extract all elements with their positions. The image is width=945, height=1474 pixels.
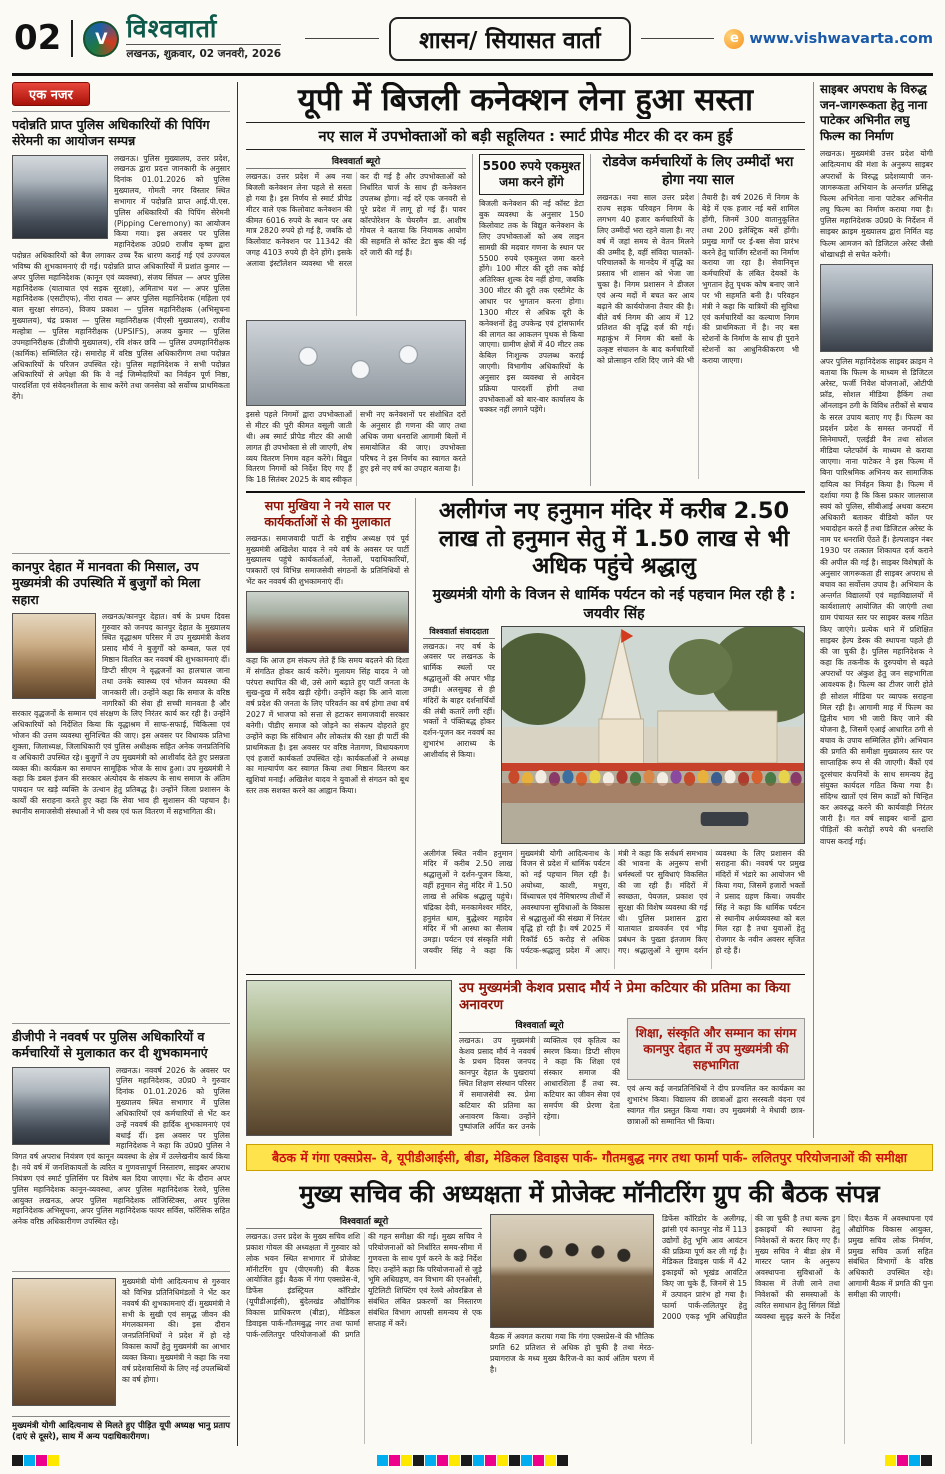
masthead-bar bbox=[12, 10, 933, 76]
hanuman-headline: अलीगंज नए हनुमान मंदिर में करीब 2.50 लाख तो हनुमान सेतु में 1.50 लाख से भी अधिक पहुंचे श्रद्धालु bbox=[438, 498, 790, 580]
center-column bbox=[246, 82, 805, 1138]
e-globe-icon: e bbox=[724, 29, 744, 49]
photo-cm-meeting bbox=[12, 1278, 116, 1406]
print-registration-marks bbox=[12, 1452, 933, 1468]
roadways-article bbox=[590, 154, 805, 486]
pmg-middle-column bbox=[490, 1214, 654, 1446]
roadways-headline: रोडवेज कर्मचारियों के लिए उम्मीदों भरा होगा नया साल bbox=[602, 154, 794, 188]
left-sidebar bbox=[12, 82, 238, 1446]
lead-columns bbox=[246, 154, 805, 486]
photo-statue-unveiling bbox=[246, 980, 452, 1136]
statue-body-column bbox=[459, 1018, 620, 1136]
pmg-body-left: लखनऊ। उत्तर प्रदेश के मुख्य सचिव शशि प्रकाश गोयल की अध्यक्षता में गुरुवार को लोक भवन स्थित सभागार में प्रोजेक्ट मॉनीटरिंग ग्रुप (पीएमजी) की बैठक आयोजित हुई। बैठक में गंगा एक्सप्रेस-वे, डिफेंस इंडस्ट्रियल कॉरिडोर (यूपीडीआईसी), बुंदेलखंड औद्योगिक विकास प्राधिकरण (बीडा), मेडिकल डिवाइस पार्क-गौतमबुद्ध नगर तथा फार्मा पार्क-ललितपुर परियोजनाओं की प्रगति की गहन समीक्षा की गई। मुख्य सचिव ने परियोजनाओं को निर्धारित समय-सीमा में गुणवत्ता के साथ पूर्ण करने के कड़े निर्देश दिए। उन्होंने कहा कि परियोजनाओं से जुड़े भूमि अधिग्रहण, वन विभाग की एनओसी, यूटिलिटी शिफ्टिंग एवं रेलवे ओवरब्रिज से संबंधित लंबित प्रकरणों का निस्तारण संबंधित विभाग आपसी समन्वय से एक सप्ताह में करें। bbox=[246, 1232, 482, 1339]
pmg-body-mid: बैठक में अवगत कराया गया कि गंगा एक्सप्रेस-वे की भौतिक प्रगति 62 प्रतिशत से अधिक हो चुकी है तथा मेरठ-प्रयागराज के मध्य मुख्य कैरिज-वे का कार्य अंतिम चरण में है। bbox=[490, 1332, 654, 1374]
statue-body-extra: एवं अन्य कई जनप्रतिनिधियों ने दीप प्रज्वलित कर कार्यक्रम का शुभारंभ किया। विद्यालय की छात्राओं द्वारा सरस्वती वंदना एवं स्वागत गीत प्रस्तुत किया गया। उप मुख्यमंत्री ने मेधावी छात्र-छात्राओं को सम्मानित भी किया। bbox=[627, 1084, 805, 1126]
temple-illustration bbox=[502, 627, 804, 843]
sidebar-article-pipping-ceremony bbox=[12, 111, 230, 553]
byline: विश्ववार्ता ब्यूरो bbox=[246, 154, 466, 169]
deposit-headline: 5500 रुपये एकमुश्त जमा करने होंगे bbox=[479, 154, 584, 195]
article-body: मुख्यमंत्री योगी आदित्यनाथ से गुरुवार को विभिन्न प्रतिनिधिमंडलों ने भेंट कर नववर्ष की शुभकामनाएं दीं। मुख्यमंत्री ने सभी के सुखी एवं समृद्ध जीवन की मंगलकामना की। इस दौरान जनप्रतिनिधियों ने प्रदेश में हो रहे विकास कार्यों हेतु मुख्यमंत्री का आभार व्यक्त किया। मुख्यमंत्री ने कहा कि नया वर्ष प्रदेशवासियों के लिए नई उपलब्धियों का वर्ष होगा। bbox=[122, 1277, 230, 1384]
hanuman-intro-body: लखनऊ। नए वर्ष के अवसर पर लखनऊ के धार्मिक स्थलों पर श्रद्धालुओं की अपार भीड़ उमड़ी। अलसुबह से ही मंदिरों के बाहर दर्शनार्थियों की लंबी कतारें लगी रहीं। भक्तों ने पंक्तिबद्ध होकर दर्शन-पूजन कर नववर्ष का शुभारंभ आराध्य के आशीर्वाद से किया। bbox=[423, 641, 495, 759]
pmg-section bbox=[246, 1138, 933, 1446]
sidebar-article-dgp-greetings bbox=[12, 1023, 230, 1271]
roadways-body: लखनऊ। नया साल उत्तर प्रदेश राज्य सड़क परिवहन निगम के लगभग 40 हजार कर्मचारियों के लिए उम्मीदों भरा रहने वाला है। नए वर्ष में जहां समय से वेतन मिलने की उम्मीद है, वहीं संविदा चालकों-परिचालकों के मानदेय में वृद्धि का प्रस्ताव भी शासन को भेजा जा चुका है। निगम प्रशासन ने डीजल एवं अन्य मदों में बचत कर आय बढ़ाने की कार्ययोजना तैयार की है। बीते वर्ष निगम की आय में 12 प्रतिशत की वृद्धि दर्ज की गई। महाकुंभ में निगम की बसों के उत्कृष्ट संचालन के बाद कर्मचारियों को प्रोत्साहन राशि दिए जाने की भी तैयारी है। वर्ष 2026 में निगम के बेड़े में एक हजार नई बसें शामिल होंगी, जिनमें 300 वातानुकूलित तथा 200 इलेक्ट्रिक बसें होंगी। प्रमुख मार्गों पर ई-बस सेवा प्रारंभ करने हेतु चार्जिंग स्टेशनों का निर्माण कराया जा रहा है। सेवानिवृत्त कर्मचारियों के लंबित देयकों के भुगतान हेतु पृथक कोष बनाए जाने पर भी सहमति बनी है। परिवहन मंत्री ने कहा कि यात्रियों की सुविधा एवं कर्मचारियों का कल्याण निगम की प्राथमिकता में है। नए बस स्टेशनों के निर्माण के साथ ही पुराने स्टेशनों का आधुनिकीकरण भी कराया जाएगा। bbox=[597, 193, 799, 365]
cyber-headline: साइबर अपराध के विरुद्ध जन-जागरूकता हेतु नाना पाटेकर अभिनीत लघु फिल्म का निर्माण bbox=[820, 82, 928, 143]
article-headline: डीजीपी ने नववर्ष पर पुलिस अधिकारियों व कर्मचारियों से मुलाकात कर दी शुभकामनाएं bbox=[12, 1029, 208, 1061]
dateline: लखनऊ, शुक्रवार, 02 जनवरी, 2026 bbox=[126, 44, 281, 61]
content-top bbox=[246, 82, 933, 1138]
photo-smart-meter bbox=[246, 320, 466, 406]
registration-marks-left bbox=[12, 1451, 60, 1470]
sidebar-article-kanpur-dehat bbox=[12, 553, 230, 1023]
pmg-left-column bbox=[246, 1214, 482, 1446]
pmg-body-right: डिफेंस कॉरिडोर के अलीगढ़, झांसी एवं कानपुर नोड में 113 उद्योगों हेतु भूमि आव आवंटन की प्रक्रिया पूर्ण कर ली गई है। मेडिकल डिवाइस पार्क में 42 इकाइयों को भूखंड आवंटित किए जा चुके हैं, जिनमें से 15 में उत्पादन प्रारंभ हो गया है। फार्मा पार्क-ललितपुर हेतु 2000 एकड़ भूमि अधिग्रहीत की जा चुकी है तथा बल्क ड्रग इकाइयों की स्थापना हेतु निवेशकों से करार किए गए हैं। मुख्य सचिव ने बीडा क्षेत्र में मास्टर प्लान के अनुरूप अवस्थापना सुविधाओं के विकास में तेजी लाने तथा निवेशकों की समस्याओं के त्वरित समाधान हेतु सिंगल विंडो व्यवस्था सुदृढ़ करने के निर्देश दिए। बैठक में अवस्थापना एवं औद्योगिक विकास आयुक्त, प्रमुख सचिव लोक निर्माण, प्रमुख सचिव ऊर्जा सहित संबंधित विभागों के वरिष्ठ अधिकारी उपस्थित रहे। आगामी बैठक में प्रगति की पुनः समीक्षा की जाएगी। bbox=[662, 1214, 933, 1321]
statue-headline: उप मुख्यमंत्री केशव प्रसाद मौर्य ने प्रेमा कटियार की प्रतिमा का किया अनावरण bbox=[459, 980, 791, 1014]
cyber-body-top: लखनऊ। मुख्यमंत्री उत्तर प्रदेश योगी आदित्यनाथ की मंशा के अनुरूप साइबर अपराधों के विरुद्ध प्रदेशव्यापी जन-जागरूकता अभियान के अन्तर्गत प्रसिद्ध फिल्म अभिनेता नाना पाटेकर अभिनीत लघु फिल्म का निर्माण कराया गया है। पुलिस महानिदेशक उ0प्र0 के निर्देशन में साइबर क्राइम मुख्यालय द्वारा निर्मित यह फिल्म आमजन को डिजिटल अरेस्ट जैसी धोखाधड़ी से सचेत करेगी। bbox=[820, 149, 933, 259]
lead-body-bottom: इससे पहले निगमों द्वारा उपभोक्ताओं से मीटर की पूरी कीमत वसूली जाती थी। अब स्मार्ट प्रीपेड मीटर की आधी लागत ही उपभोक्ता से ली जाएगी, शेष व्यय वितरण निगम वहन करेंगे। विद्युत वितरण निगमों को निर्देश दिए गए हैं कि 18 सितंबर 2025 के बाद स्वीकृत सभी नए कनेक्शनों पर संशोधित दरों के अनुसार ही गणना की जाए तथा अधिक जमा धनराशि आगामी बिलों में समायोजित की जाए। उपभोक्ता परिषद ने इस निर्णय का स्वागत करते हुए इसे नए वर्ष का उपहार बताया है। bbox=[246, 410, 466, 485]
photo-hanuman-temple-queue bbox=[501, 626, 805, 844]
registration-marks-center bbox=[377, 1451, 569, 1470]
sidebar-bottom-photo-block bbox=[12, 1271, 230, 1413]
logo-letter: V bbox=[95, 29, 108, 48]
lead-body-top: लखनऊ। उत्तर प्रदेश में अब नया बिजली कनेक्शन लेना पहले से सस्ता हो गया है। इस निर्णय से स्मार्ट प्रीपेड मीटर वाले एक किलोवाट कनेक्शन की कीमत 6016 रुपये के स्थान पर अब मात्र 2820 रुपये हो गई है, जबकि दो किलोवाट कनेक्शन पर 11342 की जगह 4103 रुपये ही देने होंगे। इसके अलावा इंस्टॉलेशन व्यवस्था भी सरल कर दी गई है और उपभोक्ताओं को निर्धारित चार्ज के साथ ही कनेक्शन उपलब्ध होगा। नई दरें एक जनवरी से पूरे प्रदेश में लागू हो गई हैं। पावर कॉरपोरेशन के चेयरमैन डा. आशीष गोयल ने बताया कि नियामक आयोग की सहमति से कॉस्ट डेटा बुक की नई दरें जारी की गई हैं। bbox=[246, 172, 466, 268]
statue-article bbox=[459, 980, 805, 1136]
article-body: लखनऊ। नववर्ष 2026 के अवसर पर पुलिस महानिदेशक, उ0प्र0 ने गुरुवार दिनांक 01.01.2026 को पुलिस मुख्यालय स्थित सभागार में पुलिस अधिकारियों एवं कर्मचारियों से भेंट कर उन्हें नववर्ष की हार्दिक शुभकामनाएं एवं बधाई दीं। इस अवसर पर पुलिस महानिदेशक ने कहा कि उ0प्र0 पुलिस ने विगत वर्ष अपराध नियंत्रण एवं कानून व्यवस्था के क्षेत्र में उल्लेखनीय कार्य किया है। नये वर्ष में जनशिकायतों के त्वरित व गुणवत्तापूर्ण निस्तारण, साइबर अपराध नियंत्रण एवं स्मार्ट पुलिसिंग पर विशेष बल दिया जाएगा। भेंट के दौरान अपर पुलिस महानिदेशक कानून-व्यवस्था, अपर पुलिस महानिदेशक रेलवे, पुलिस आयुक्त लखनऊ, अपर पुलिस महानिदेशक लॉजिस्टिक्स, अपर पुलिस महानिदेशक अभिसूचना, अपर पुलिस महानिदेशक फायर सर्विस, फॉरेंसिक सहित अनेक वरिष्ठ अधिकारीगण उपस्थित रहे। bbox=[12, 1065, 230, 1227]
section-title-wrap bbox=[305, 17, 714, 61]
sapa-body-top: लखनऊ। समाजवादी पार्टी के राष्ट्रीय अध्यक्ष एवं पूर्व मुख्यमंत्री अखिलेश यादव ने नये वर्ष के अवसर पर पार्टी मुख्यालय पहुंचे कार्यकर्ताओं, नेताओं, पदाधिकारियों, पत्रकारों एवं विभिन्न समाजसेवी संगठनों के प्रतिनिधियों से भेंट कर नववर्ष की शुभकामनाएं दीं। bbox=[246, 533, 409, 587]
hanuman-body: अलीगंज स्थित नवीन हनुमान मंदिर में करीब 2.50 लाख श्रद्धालुओं ने दर्शन-पूजन किया, वहीं हनुमान सेतु मंदिर में 1.50 लाख से अधिक श्रद्धालु पहुंचे। चंद्रिका देवी, मनकामेश्वर मंदिर, हनुमंत धाम, बुद्धेश्वर महादेव मंदिर में भी आस्था का सैलाब उमड़ा। पर्यटन एवं संस्कृति मंत्री जयवीर सिंह ने कहा कि मुख्यमंत्री योगी आदित्यनाथ के विजन से प्रदेश में धार्मिक पर्यटन को नई पहचान मिल रही है। अयोध्या, काशी, मथुरा, विंध्याचल एवं नैमिषारण्य तीर्थों में अवस्थापना सुविधाओं के विकास से श्रद्धालुओं की संख्या में निरंतर वृद्धि हो रही है। वर्ष 2025 में रिकॉर्ड 65 करोड़ से अधिक पर्यटक-श्रद्धालु प्रदेश में आए। मंत्री ने कहा कि सर्वधर्म समभाव की भावना के अनुरूप सभी धर्मस्थलों पर सुविधाएं विकसित की जा रही हैं। मंदिरों में स्वच्छता, पेयजल, प्रकाश एवं सुरक्षा की विशेष व्यवस्था की गई थी। पुलिस प्रशासन द्वारा यातायात डायवर्जन एवं भीड़ प्रबंधन के पुख्ता इंतजाम किए गए। श्रद्धालुओं ने सुगम दर्शन व्यवस्था के लिए प्रशासन की सराहना की। नववर्ष पर प्रमुख मंदिरों में भंडारे का आयोजन भी किया गया, जिसमें हजारों भक्तों ने प्रसाद ग्रहण किया। जयवीर सिंह ने कहा कि धार्मिक पर्यटन से स्थानीय अर्थव्यवस्था को बल मिल रहा है तथा युवाओं हेतु रोजगार के नवीन अवसर सृजित हो रहे हैं। bbox=[423, 848, 805, 956]
statue-highlight-box: शिक्षा, संस्कृति और सम्मान का संगम कानपुर देहात में उप मुख्यमंत्री की सहभागिता bbox=[627, 1018, 805, 1081]
section-title: शासन/ सियासत वार्ता bbox=[389, 17, 631, 61]
globe-logo-icon bbox=[83, 21, 119, 57]
registration-marks-right bbox=[885, 1451, 933, 1470]
sapa-article bbox=[246, 498, 416, 969]
review-strip: बैठक में गंगा एक्सप्रेस- वे, यूपीडीआईसी, बीडा, मेडिकल डिवाइस पार्क- गौतमबुद्ध नगर तथा फार्मा पार्क- ललितपुर परियोजनाओं की समीक्षा bbox=[246, 1144, 933, 1171]
masthead-title: विश्ववार्ता bbox=[126, 13, 218, 43]
page-body bbox=[12, 82, 933, 1446]
hanuman-section bbox=[246, 491, 805, 969]
hanuman-subhead: मुख्यमंत्री योगी के विजन से धार्मिक पर्यटन को नई पहचान मिल रही है : जयवीर सिंह bbox=[432, 586, 796, 622]
pmg-headline: मुख्य सचिव की अध्यक्षता में प्रोजेक्ट मॉनीटरिंग ग्रुप की बैठक संपन्न bbox=[299, 1180, 880, 1208]
cyber-body-bottom: अपर पुलिस महानिदेशक साइबर क्राइम ने बताया कि फिल्म के माध्यम से डिजिटल अरेस्ट, फर्जी निवेश योजनाओं, ओटीपी फ्रॉड, सोशल मीडिया हैकिंग तथा ऑनलाइन ठगी के विविध तरीकों से बचाव के सरल उपाय बताए गए हैं। फिल्म का प्रदर्शन प्रदेश के समस्त जनपदों में सिनेमाघरों, एलईडी वैन तथा सोशल मीडिया प्लेटफॉर्म के माध्यम से कराया जाएगा। नाना पाटेकर ने इस फिल्म में बिना पारिश्रमिक अभिनय कर सामाजिक दायित्व का निर्वहन किया है। फिल्म में दर्शाया गया है कि किस प्रकार जालसाज स्वयं को पुलिस, सीबीआई अथवा कस्टम अधिकारी बताकर वीडियो कॉल पर भयादोहन करते हैं तथा डिजिटल अरेस्ट के नाम पर धनराशि ऐंठते हैं। हेल्पलाइन नंबर 1930 पर तत्काल शिकायत दर्ज कराने की अपील की गई है। साइबर विशेषज्ञों के अनुसार जागरूकता ही साइबर अपराध से बचाव का सर्वोत्तम उपाय है। अभियान के अन्तर्गत विद्यालयों एवं महाविद्यालयों में कार्यशालाएं आयोजित की जाएंगी तथा ग्राम पंचायत स्तर पर साइबर क्लब गठित किए जाएंगे। प्रत्येक थाने में प्रशिक्षित साइबर हेल्प डेस्क की स्थापना पहले ही की जा चुकी है। पुलिस महानिदेशक ने कहा कि तकनीक के दुरुपयोग से बढ़ते अपराधों पर अंकुश हेतु जन सहभागिता आवश्यक है। फिल्म का टीजर जारी होते ही सोशल मीडिया पर व्यापक सराहना मिल रही है। आगामी माह में फिल्म का द्वितीय भाग भी जारी किए जाने की योजना है, जिसमें एआई आधारित ठगी से बचाव के उपाय सम्मिलित होंगे। अभियान की प्रगति की समीक्षा मुख्यालय स्तर पर साप्ताहिक रूप से की जाएगी। बैंकों एवं दूरसंचार कंपनियों के साथ समन्वय हेतु संयुक्त कार्यदल गठित किया गया है। संदिग्ध खातों एवं सिम कार्डों को चिन्हित कर अवरुद्ध करने की कार्यवाही निरंतर जारी है। गत वर्ष साइबर थानों द्वारा पीड़ितों की करोड़ों रुपये की धनराशि वापस कराई गई। bbox=[820, 356, 933, 846]
deposit-body: बिजली कनेक्शन की नई कॉस्ट डेटा बुक व्यवस्था के अनुसार 150 किलोवाट तक के विद्युत कनेक्शन के लिए उपभोक्ताओं को अब लाइन सामग्री की मदवार गणना के स्थान पर 5500 रुपये एकमुश्त जमा करने होंगे। 100 मीटर की दूरी तक कोई अतिरिक्त शुल्क देय नहीं होगा, जबकि 300 मीटर की दूरी तक एस्टीमेट के आधार पर भुगतान करना होगा। 1300 मीटर से अधिक दूरी के कनेक्शनों हेतु उपकेन्द्र एवं ट्रांसफार्मर की लागत का आकलन पृथक से किया जाएगा। ग्रामीण क्षेत्रों में 40 मीटर तक केबिल निःशुल्क उपलब्ध कराई जाएगी। विभागीय अधिकारियों के अनुसार इस व्यवस्था से आवेदन प्रक्रिया पारदर्शी होगी तथा उपभोक्ताओं को बार-बार कार्यालय के चक्कर नहीं लगाने पड़ेंगे। bbox=[479, 199, 584, 415]
photo-dgp-meeting bbox=[12, 1067, 110, 1145]
byline: विश्ववार्ता संवाददाता bbox=[423, 626, 495, 639]
deposit-article bbox=[472, 154, 590, 486]
sapa-body-bottom: कहा कि आज हम संकल्प लेते हैं कि समय बदलने की दिशा में संगठित होकर कार्य करेंगे। मुलायम सिंह यादव ने जो परंपरा स्थापित की थी, उसे आगे बढ़ाते हुए पार्टी जनता के सुख-दुख में सदैव खड़ी रहेगी। उन्होंने कहा कि आने वाला वर्ष प्रदेश की जनता के लिए परिवर्तन का वर्ष होगा तथा वर्ष 2027 में भाजपा को सत्ता से हटाकर समाजवादी सरकार बनेगी। पीडीए समाज को जोड़ने का संकल्प दोहराते हुए उन्होंने कहा कि संविधान और लोकतंत्र की रक्षा ही पार्टी की प्राथमिकता है। इस अवसर पर वरिष्ठ नेतागण, विधायकगण एवं हजारों कार्यकर्ता उपस्थित रहे। कार्यकर्ताओं ने अध्यक्ष का माल्यार्पण कर स्वागत किया तथा मिष्ठान वितरण कर खुशियां मनाईं। अखिलेश यादव ने युवाओं से संगठन को बूथ स्तर तक सशक्त करने का आह्वान किया। bbox=[246, 655, 409, 796]
masthead-brand bbox=[83, 13, 295, 61]
hanuman-content bbox=[423, 626, 805, 844]
ek-nazar-tab: एक नजर bbox=[12, 82, 90, 106]
main-content bbox=[246, 82, 933, 1446]
pmg-columns bbox=[246, 1214, 933, 1446]
hanuman-article bbox=[416, 498, 805, 969]
photo-elderly-support bbox=[12, 613, 96, 699]
photo-nana-patekar-film bbox=[820, 264, 933, 352]
masthead-text bbox=[126, 13, 282, 61]
right-rail-cyber-article bbox=[813, 82, 933, 1138]
photo-sapa-meeting bbox=[246, 591, 409, 653]
byline: विश्ववार्ता ब्यूरो bbox=[246, 1214, 482, 1229]
photo-pmg-meeting bbox=[490, 1214, 654, 1328]
statue-section bbox=[246, 974, 805, 1136]
hanuman-intro-column bbox=[423, 626, 495, 844]
byline: विश्ववार्ता ब्यूरो bbox=[459, 1018, 620, 1033]
statue-content bbox=[459, 1018, 805, 1136]
statue-highlight-column bbox=[627, 1018, 805, 1136]
lead-article bbox=[246, 154, 472, 486]
article-headline: कानपुर देहात में मानवता की मिसाल, उप मुख्यमंत्री की उपस्थिति में बुजुर्गों को मिला सहारा bbox=[12, 559, 201, 607]
article-body: लखनऊ/कानपुर देहात। वर्ष के प्रथम दिवस गुरुवार को जनपद कानपुर देहात के मुख्यालय स्थित वृद्धाश्रम परिसर में उप मुख्यमंत्री केशव प्रसाद मौर्य ने बुजुर्गों को कम्बल, फल एवं मिष्ठान वितरित कर नववर्ष की शुभकामनाएं दीं। डिप्टी सीएम ने वृद्धजनों का हालचाल जाना तथा उनके स्वास्थ्य एवं भोजन व्यवस्था की जानकारी ली। उन्होंने कहा कि समाज के वरिष्ठ नागरिकों की सेवा ही सच्ची मानवता है और सरकार वृद्धजनों के सम्मान एवं संरक्षण के लिए निरंतर कार्य कर रही है। उन्होंने अधिकारियों को निर्देशित किया कि वृद्धाश्रम में साफ-सफाई, चिकित्सा एवं भोजन की उत्तम व्यवस्था सुनिश्चित की जाए। इस अवसर पर विधायक प्रतिभा शुक्ला, जिलाध्यक्ष, जिलाधिकारी एवं पुलिस अधीक्षक सहित अनेक जनप्रतिनिधि व अधिकारी उपस्थित रहे। बुजुर्गों ने उप मुख्यमंत्री को आशीर्वाद देते हुए प्रसन्नता व्यक्त की। कार्यक्रम का समापन सामूहिक भोज के साथ हुआ। उप मुख्यमंत्री ने कहा कि डबल इंजन की सरकार अंत्योदय के संकल्प के साथ समाज के अंतिम पायदान पर खड़े व्यक्ति के उत्थान हेतु प्रतिबद्ध है। उन्होंने जिला प्रशासन के कार्यों की सराहना करते हुए कहा कि सेवा भाव ही सुशासन की पहचान है। स्थानीय समाजसेवी संस्थाओं ने भी वस्त्र एवं फल वितरण में सहभागिता की। bbox=[12, 611, 230, 816]
lead-headline: यूपी में बिजली कनेक्शन लेना हुआ सस्ता bbox=[297, 82, 754, 118]
lead-subhead: नए साल में उपभोक्ताओं को बड़ी सहूलियत : स्मार्ट प्रीपेड मीटर की दर कम हुई bbox=[246, 122, 805, 150]
photo-pipping-ceremony bbox=[12, 155, 108, 239]
sapa-headline: सपा मुखिया ने नये साल पर कार्यकर्ताओं से की मुलाकात bbox=[264, 498, 391, 530]
article-headline: पदोन्नति प्राप्त पुलिस अधिकारियों की पिपिंग सेरेमनी का आयोजन सम्पन्न bbox=[12, 117, 210, 149]
photo-caption: मुख्यमंत्री योगी आदित्यनाथ से मिलते हुए पीड़ित यूपी अध्यक्ष भानु प्रताप (दाएं से दूसरे), साथ में अन्य पदाधिकारीगण। bbox=[12, 1416, 230, 1443]
website-block bbox=[724, 29, 933, 49]
statue-body-text: लखनऊ। उप मुख्यमंत्री केशव प्रसाद मौर्य ने नववर्ष के प्रथम दिवस जनपद कानपुर देहात के पुखरायां स्थित शिक्षण संस्थान परिसर में समाजसेवी स्व. प्रेमा कटियार की प्रतिमा का अनावरण किया। उन्होंने पुष्पांजलि अर्पित कर उनके व्यक्तित्व एवं कृतित्व का स्मरण किया। डिप्टी सीएम ने कहा कि शिक्षा एवं संस्कार समाज की आधारशिला हैं तथा स्व. कटियार का जीवन सेवा एवं समर्पण की प्रेरणा देता रहेगा। bbox=[459, 1035, 620, 1132]
article-body: लखनऊ। पुलिस मुख्यालय, उत्तर प्रदेश, लखनऊ द्वारा प्रदत्त जानकारी के अनुसार दिनांक 01.01.2026 को पुलिस मुख्यालय, गोमती नगर विस्तार स्थित सभागार में पदोन्नति प्राप्त आई.पी.एस. पुलिस अधिकारियों की पिपिंग सेरेमनी (Pipping Ceremony) का आयोजन किया गया। इस अवसर पर पुलिस महानिदेशक उ0प्र0 राजीव कृष्ण द्वारा पदोन्नत अधिकारियों को बैज लगाकर उच्च रैंक धारण कराई गई एवं उज्ज्वल भविष्य की शुभकामनाएं दी गईं। पदोन्नति प्राप्त अधिकारियों में प्रशांत कुमार — अपर पुलिस महानिदेशक (कानून एवं व्यवस्था), संजय सिंघल — अपर पुलिस महानिदेशक (यातायात एवं सड़क सुरक्षा), अमिताभ यश — अपर पुलिस महानिदेशक (एसटीएफ), नीरा रावत — अपर पुलिस महानिदेशक (महिला एवं बाल सुरक्षा संगठन), विजय प्रकाश — पुलिस महानिरीक्षक (अभिसूचना मुख्यालय), चंद्र प्रकाश — पुलिस महानिरीक्षक (पीएसी मुख्यालय), राजीव मल्होत्रा — पुलिस महानिरीक्षक (UPSIFS), अजय कुमार — पुलिस उपमहानिरीक्षक (डीजीपी मुख्यालय), रवि शंकर छवि — पुलिस उपमहानिरीक्षक (कार्मिक) सम्मिलित रहे। समारोह में वरिष्ठ पुलिस अधिकारीगण तथा पदोन्नत अधिकारियों के परिजन उपस्थित रहे। पुलिस महानिदेशक ने सभी पदोन्नत अधिकारियों से अपेक्षा की कि वे नई जिम्मेदारियों का निर्वहन पूर्ण निष्ठा, पारदर्शिता एवं संवेदनशीलता के साथ करेंगे तथा जनसेवा को सर्वोच्च प्राथमिकता देंगे। bbox=[12, 153, 230, 402]
website-url[interactable]: www.vishwavarta.com bbox=[749, 30, 933, 47]
page-number: 02 bbox=[12, 20, 73, 57]
